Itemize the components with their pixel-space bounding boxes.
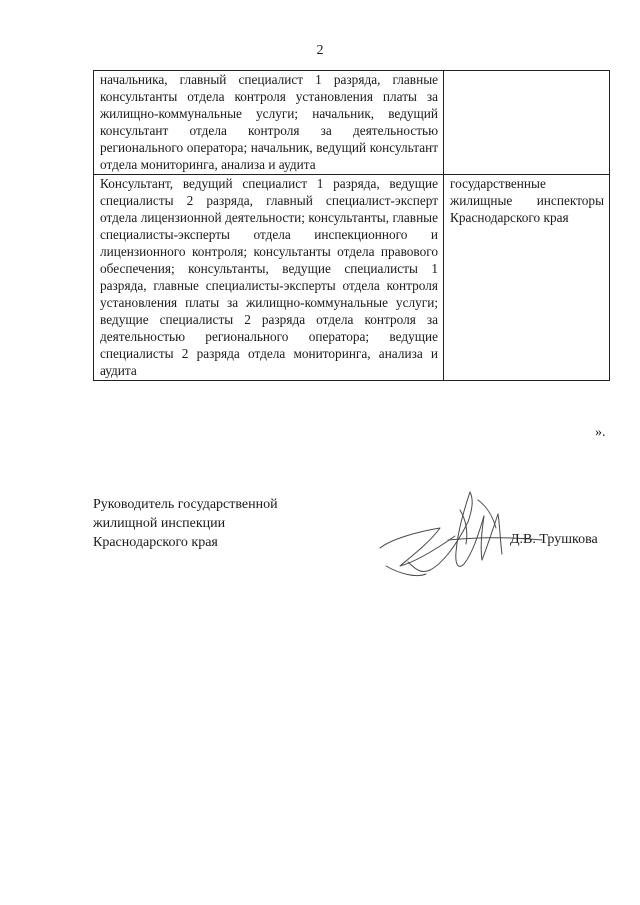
cell-text: государственные жилищные инспекторы Краснодарского края	[450, 176, 604, 225]
page-number: 2	[316, 43, 324, 58]
table-cell-positions	[94, 71, 444, 175]
signer-position-line: Краснодарского края	[93, 535, 218, 550]
table-cell-category	[444, 175, 610, 381]
cell-text: начальника, главный специалист 1 разряда, главные консультанты отдела контроля установления платы за жилищно-коммунальные услуги; начальник, ведущий консультант отдела контроля за деятельностью регионального оператора; начальник, ведущий консультант отдела мониторинга, анализа и аудита	[100, 72, 439, 172]
table-row	[94, 175, 610, 381]
handwritten-signature	[360, 470, 560, 590]
signer-position-line: Руководитель государственной	[93, 497, 278, 512]
signer-position	[93, 495, 278, 552]
closing-quote: ».	[595, 425, 606, 440]
table-cell-category	[444, 71, 610, 175]
table-row	[94, 71, 610, 175]
signer-position-line: жилищной инспекции	[93, 516, 226, 531]
cell-text: Консультант, ведущий специалист 1 разряда, ведущие специалисты 2 разряда, главный специалист-эксперт отдела лицензионной деятельности; консультанты, главные специалисты-эксперты отдела инспекционного и лицензионного контроля; консультанты отдела правового обеспечения; консультанты, ведущие специалисты 1 разряда, главные специалисты-эксперты отдела контроля установления платы за жилищно-коммунальные услуги; ведущие специалисты 2 разряда отдела контроля за деятельностью регионального оператора; ведущие специалисты 2 разряда отдела мониторинга, анализа и аудита	[100, 176, 439, 378]
signer-name: Д.В. Трушкова	[510, 532, 598, 547]
table-cell-positions	[94, 175, 444, 381]
positions-table	[93, 70, 610, 381]
